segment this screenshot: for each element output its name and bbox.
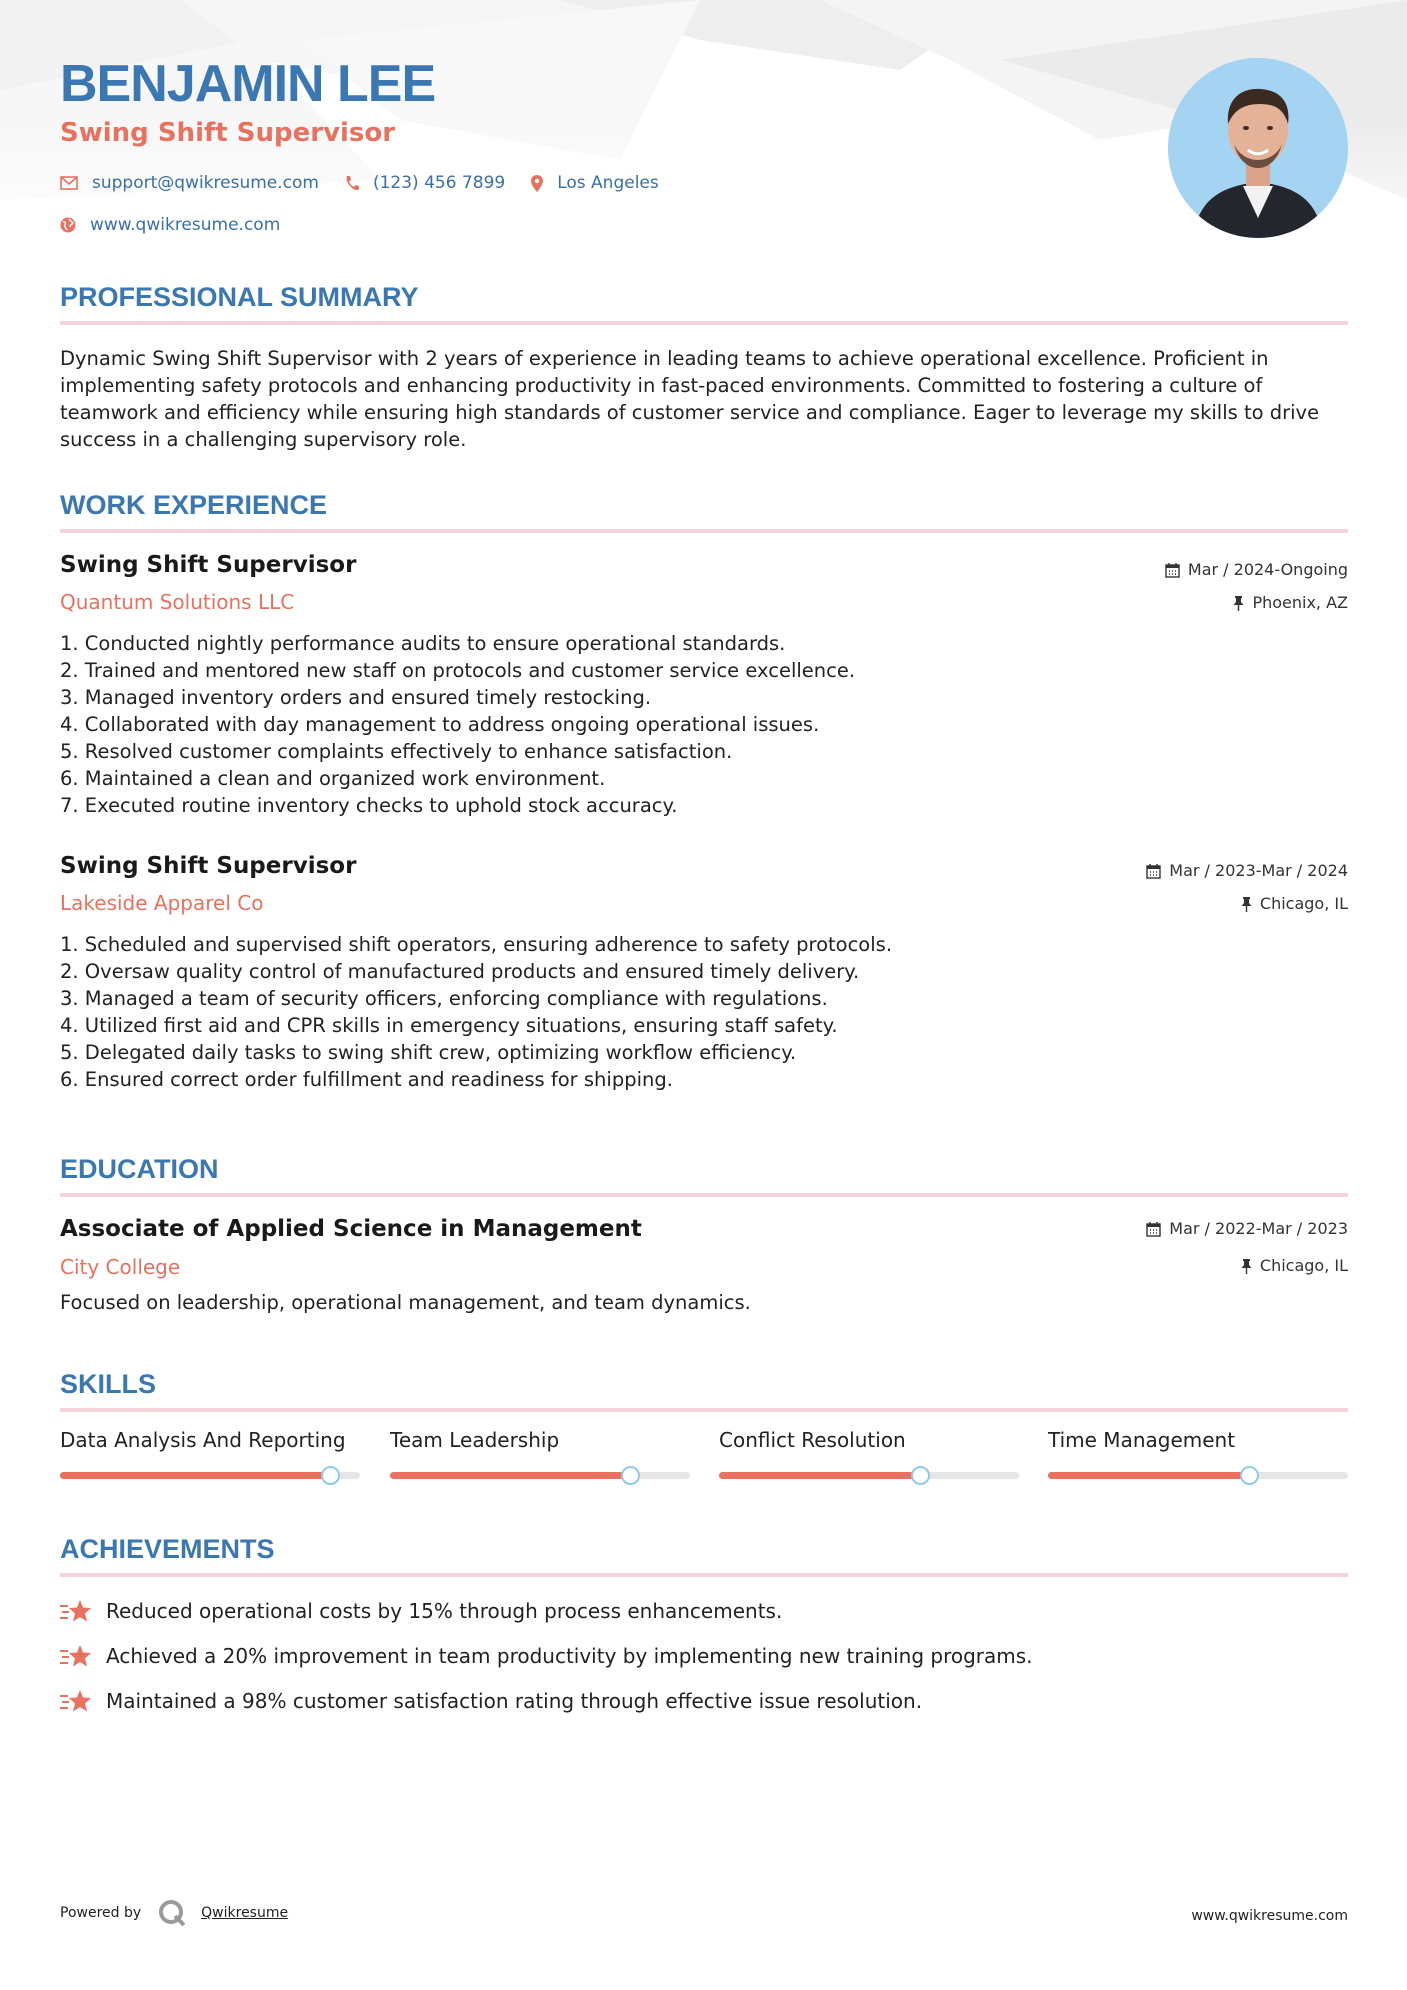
- contact-phone[interactable]: [345, 173, 505, 193]
- skill-item: [390, 1430, 690, 1450]
- skill-item: [719, 1430, 1019, 1450]
- pushpin-icon: [1241, 1259, 1252, 1274]
- education-location: [1241, 1258, 1348, 1274]
- job-bullet: 1. Conducted nightly performance audits to ensure operational standards.: [60, 632, 786, 655]
- calendar-icon: [1165, 563, 1180, 578]
- achievement-text: Achieved a 20% improvement in team productivity by implementing new training programs.: [106, 1644, 1033, 1668]
- skill-bar-knob: [321, 1466, 340, 1485]
- summary-heading: PROFESSIONAL SUMMARY: [60, 282, 419, 312]
- contact-location: [531, 173, 659, 193]
- education-dates-text: Mar / 2022-Mar / 2023: [1169, 1219, 1348, 1238]
- map-pin-icon: [531, 175, 543, 192]
- skill-name: Time Management: [1048, 1428, 1236, 1452]
- envelope-icon: [60, 176, 78, 190]
- job-bullet: 6. Ensured correct order fulfillment and readiness for shipping.: [60, 1068, 673, 1091]
- profile-photo: [1168, 58, 1348, 238]
- education-location-text: Chicago, IL: [1259, 1256, 1348, 1275]
- footer-website[interactable]: www.qwikresume.com: [1191, 1908, 1348, 1924]
- email-text: support@qwikresume.com: [92, 173, 319, 193]
- skill-name: Data Analysis And Reporting: [60, 1428, 346, 1452]
- job-bullets: [60, 931, 892, 1093]
- skills-heading: SKILLS: [60, 1369, 157, 1399]
- job-bullet: 5. Resolved customer complaints effectively to enhance satisfaction.: [60, 740, 733, 763]
- achievement-item: [60, 1688, 922, 1714]
- job-role: Swing Shift Supervisor: [60, 552, 357, 578]
- skill-bar: [1048, 1472, 1348, 1479]
- skill-name: Team Leadership: [390, 1428, 560, 1452]
- job-bullet: 2. Trained and mentored new staff on protocols and customer service excellence.: [60, 659, 856, 682]
- star-achievement-icon: [60, 1688, 92, 1714]
- job-bullet: 5. Delegated daily tasks to swing shift crew, optimizing workflow efficiency.: [60, 1041, 797, 1064]
- achievement-text: Maintained a 98% customer satisfaction rating through effective issue resolution.: [106, 1689, 923, 1713]
- skill-bar-fill: [60, 1472, 330, 1479]
- skill-bar-fill: [390, 1472, 630, 1479]
- job-bullet: 2. Oversaw quality control of manufactured products and ensured timely delivery.: [60, 960, 860, 983]
- skill-bar-fill: [719, 1472, 920, 1479]
- contact-email[interactable]: [60, 173, 319, 193]
- job-company: Lakeside Apparel Co: [60, 891, 264, 915]
- contact-row-2: [60, 215, 306, 235]
- job-bullet: 7. Executed routine inventory checks to uphold stock accuracy.: [60, 794, 678, 817]
- section-divider: [60, 1193, 1348, 1197]
- job-location-text: Phoenix, AZ: [1252, 593, 1348, 612]
- job-dates-text: Mar / 2023-Mar / 2024: [1169, 861, 1348, 880]
- skill-bar: [719, 1472, 1019, 1479]
- location-text: Los Angeles: [557, 173, 659, 193]
- phone-icon: [345, 175, 359, 191]
- job-role: Swing Shift Supervisor: [60, 853, 357, 879]
- skill-bar-knob: [621, 1466, 640, 1485]
- job-dates-text: Mar / 2024-Ongoing: [1187, 560, 1348, 579]
- job-location: [1241, 896, 1348, 912]
- calendar-icon: [1146, 1222, 1161, 1237]
- phone-text: (123) 456 7899: [372, 173, 506, 193]
- skill-name: Conflict Resolution: [719, 1428, 906, 1452]
- powered-by-label: Powered by: [60, 1905, 142, 1921]
- education-school: City College: [60, 1255, 181, 1279]
- profile-photo-illustration: [1168, 58, 1348, 238]
- section-divider: [60, 529, 1348, 533]
- education-degree: Associate of Applied Science in Management: [60, 1216, 642, 1242]
- job-company: Quantum Solutions LLC: [60, 590, 295, 614]
- summary-text: Dynamic Swing Shift Supervisor with 2 years of experience in leading teams to achieve operational excellence. Proficient in implementing safety protocols and enhancing productivity in fast-paced environments. Committed to fostering a culture of teamwork and efficiency while ensuring high standards of customer service and compliance. Eager to leverage my skills to drive success in a challenging supervisory role.: [60, 347, 1320, 451]
- job-bullet: 3. Managed a team of security officers, enforcing compliance with regulations.: [60, 987, 828, 1010]
- section-divider: [60, 1408, 1348, 1412]
- experience-heading: WORK EXPERIENCE: [60, 490, 328, 520]
- section-divider: [60, 1573, 1348, 1577]
- calendar-icon: [1146, 864, 1161, 879]
- footer-powered-by: [60, 1898, 288, 1928]
- star-achievement-icon: [60, 1598, 92, 1624]
- achievement-item: [60, 1598, 782, 1624]
- job-location-text: Chicago, IL: [1259, 894, 1348, 913]
- pushpin-icon: [1241, 897, 1252, 912]
- star-achievement-icon: [60, 1643, 92, 1669]
- job-bullet: 3. Managed inventory orders and ensured timely restocking.: [60, 686, 652, 709]
- candidate-name: BENJAMIN LEE: [60, 55, 436, 113]
- website-text: www.qwikresume.com: [90, 215, 281, 235]
- achievement-item: [60, 1643, 1033, 1669]
- qwikresume-logo-icon: [157, 1898, 187, 1928]
- skill-item: [60, 1430, 360, 1450]
- job-dates: [1165, 562, 1348, 578]
- candidate-title: Swing Shift Supervisor: [60, 118, 396, 148]
- skill-bar: [390, 1472, 690, 1479]
- education-dates: [1146, 1221, 1348, 1237]
- skill-bar-fill: [1048, 1472, 1249, 1479]
- job-bullet: 1. Scheduled and supervised shift operators, ensuring adherence to safety protocols.: [60, 933, 893, 956]
- section-divider: [60, 321, 1348, 325]
- education-description: Focused on leadership, operational management, and team dynamics.: [60, 1291, 751, 1314]
- skill-bar-knob: [911, 1466, 930, 1485]
- resume-page: [60, 0, 1348, 1990]
- globe-icon: [60, 217, 76, 233]
- contact-row: [60, 173, 685, 193]
- job-dates: [1146, 863, 1348, 879]
- job-bullets: [60, 630, 855, 819]
- qwikresume-link[interactable]: Qwikresume: [201, 1905, 289, 1921]
- pushpin-icon: [1233, 596, 1244, 611]
- education-heading: EDUCATION: [60, 1154, 219, 1184]
- job-bullet: 4. Utilized first aid and CPR skills in emergency situations, ensuring staff safety.: [60, 1014, 838, 1037]
- job-location: [1233, 595, 1348, 611]
- job-bullet: 6. Maintained a clean and organized work environment.: [60, 767, 606, 790]
- achievement-text: Reduced operational costs by 15% through process enhancements.: [106, 1599, 783, 1623]
- achievements-heading: ACHIEVEMENTS: [60, 1534, 275, 1564]
- skill-bar: [60, 1472, 360, 1479]
- job-bullet: 4. Collaborated with day management to address ongoing operational issues.: [60, 713, 820, 736]
- contact-website[interactable]: [60, 215, 280, 235]
- skill-bar-knob: [1240, 1466, 1259, 1485]
- skill-item: [1048, 1430, 1348, 1450]
